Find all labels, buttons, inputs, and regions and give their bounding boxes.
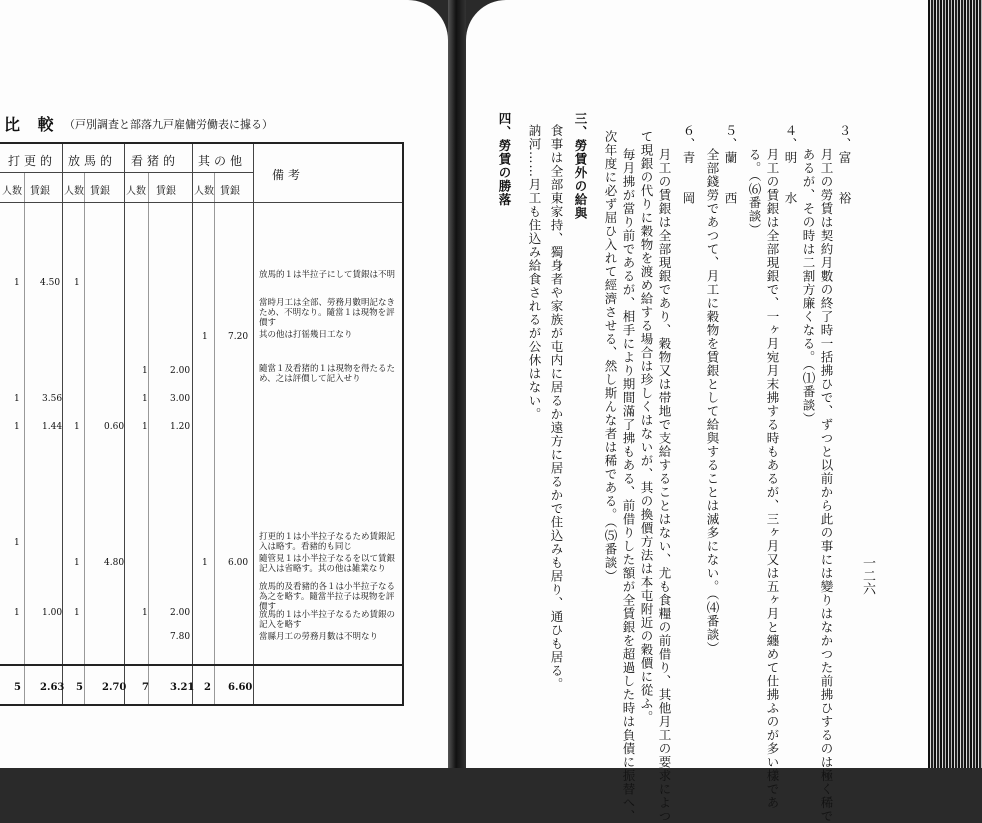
header-remarks: 備考: [272, 168, 305, 182]
section-heading: 三、勞賃外の給與: [573, 112, 588, 220]
left-page: [0, 0, 448, 768]
text-column: 月工の賃銀は全部現銀であり、穀物又は帯地で支給することはない、尤も食糧の前借り、其他月工の要求によつ: [657, 148, 672, 823]
table-cell: 0.60: [104, 422, 125, 432]
text-column: ４、明 水: [783, 124, 798, 205]
table-cell: 7.20: [228, 332, 249, 342]
book-gutter: [448, 0, 466, 768]
table-cell: 1.20: [170, 422, 191, 432]
header-dageng: 打更的: [8, 154, 57, 168]
total-cell: 5: [76, 682, 83, 693]
table-cell: 1: [142, 394, 148, 404]
table-cell: 3.00: [170, 394, 191, 404]
subhead-wage: 賃銀: [220, 186, 240, 197]
text-column: 全部錢勞であつて、月工に穀物を賃銀として給與することは滅多にない。（⑷番談）: [705, 148, 720, 655]
table-cell: 1: [202, 558, 208, 568]
table-cell: 2.00: [170, 366, 191, 376]
header-fangma: 放馬的: [68, 154, 117, 168]
table-cell: 6.00: [228, 558, 249, 568]
remark-note: 放馬的１は半拉子にして賃銀は不明: [259, 270, 396, 280]
table-cell: 1: [14, 278, 20, 288]
table-cell: 1: [142, 608, 148, 618]
table-cell: 4.50: [40, 278, 61, 288]
table-cell: 1: [14, 538, 20, 548]
remark-note: 放馬的及看豬的各１は小半拉子なる為之を略す。隨當半拉子は現物を評價す: [259, 582, 396, 612]
comparison-table: [0, 142, 404, 706]
text-column: て現銀の代りに穀物を渡め給する場合は珍しくはないが、其の換價方法は本屯附近の穀價に從ふ。: [639, 130, 654, 724]
remark-note: 當縣月工の勞務月數は不明なり: [259, 632, 379, 642]
table-cell: 4.80: [104, 558, 125, 568]
text-column: 食事は全部東家持、獨身者や家族が屯内に居るか遠方に居るかで住込みも居り、通ひも居る。: [549, 124, 564, 691]
section-heading: 四、勞賃の勝落: [497, 112, 512, 207]
table-cell: 2.00: [170, 608, 191, 618]
table-cell: 1: [74, 422, 80, 432]
total-cell: 2: [204, 682, 211, 693]
remark-note: 打更的１は小半拉子なるため賃銀記入は略す。看豬的も同じ: [259, 532, 396, 552]
text-column: ６、青 岡: [681, 124, 696, 205]
subhead-wage: 賃銀: [90, 186, 110, 197]
text-column: 訥河……月工も住込み給食されるが公休はない。: [527, 124, 542, 421]
table-cell: 1.44: [42, 422, 63, 432]
text-column: ３、富 裕: [837, 124, 852, 205]
text-column: 月工の賃銀は全部現銀で、一ヶ月宛月末拂する時もあるが、三ヶ月又は五ヶ月と纏めて仕拂ふのが多い樣であ: [765, 148, 780, 810]
total-cell: 2.70: [102, 682, 127, 693]
subhead-count: 人数: [64, 186, 84, 197]
table-cell: 1: [14, 422, 20, 432]
text-column: あるが、その時は二割方廉くなる。（⑴番談）: [801, 148, 816, 426]
text-column: 次年度に必ず屈ひ入れて經濟させる、然し斯んな者は稀である。（⑸番談）: [603, 130, 618, 583]
book-page-edges: [928, 0, 982, 768]
text-column: 月工の勞賃は契約月數の終了時一括拂ひで、ずつと以前から此の事には變りはなかつた前拂ひするのは極く稀で: [819, 148, 834, 823]
remark-note: 當時月工は全部、勞務月數明記なきため、不明なり。隨當１は現物を評價す: [259, 298, 396, 328]
subhead-count: 人数: [126, 186, 146, 197]
table-title: 比 較: [4, 115, 60, 134]
table-cell: 1: [74, 608, 80, 618]
total-cell: 5: [14, 682, 21, 693]
table-cell: 1: [142, 366, 148, 376]
table-cell: 3.56: [42, 394, 63, 404]
table-cell: 1: [74, 558, 80, 568]
subhead-count: 人数: [194, 186, 214, 197]
text-column: 毎月拂が當り前であるが、相手により期間滿了拂もある、前借りした額が全賃銀を超過した時は負債に振替へ、: [621, 148, 636, 823]
table-cell: 7.80: [170, 632, 191, 642]
subhead-count: 人数: [2, 186, 22, 197]
table-cell: 1: [14, 394, 20, 404]
header-kanzhu: 看猪的: [131, 154, 180, 168]
total-cell: 6.60: [228, 682, 253, 693]
page-number: 一二六: [860, 556, 875, 595]
subhead-wage: 賃銀: [30, 186, 50, 197]
table-cell: 1: [14, 608, 20, 618]
table-cell: 1: [142, 422, 148, 432]
header-other: 其の他: [198, 154, 247, 168]
remark-note: 其の他は打徭幾日工なり: [259, 330, 353, 340]
table-cell: 1.00: [42, 608, 63, 618]
subhead-wage: 賃銀: [156, 186, 176, 197]
text-column: ５、蘭 西: [723, 124, 738, 205]
total-cell: 7: [142, 682, 149, 693]
text-column: る。（⑹番談）: [747, 148, 762, 237]
table-cell: 1: [74, 278, 80, 288]
table-cell: 1: [202, 332, 208, 342]
remark-note: 隨管見１は小半拉子なるを以て賃銀記入は省略す。其の他は雑業なり: [259, 554, 396, 574]
total-cell: 2.63: [40, 682, 65, 693]
total-cell: 3.21: [170, 682, 195, 693]
remark-note: 隨當１及看猪的１は現物を得たるため、之は評價して記入せり: [259, 364, 396, 384]
table-subtitle: （戸別調査と部落九戸雇傭労働表に據る）: [64, 118, 273, 131]
remark-note: 放馬的１は小半拉子なるため賃銀の記入を略す: [259, 610, 396, 630]
